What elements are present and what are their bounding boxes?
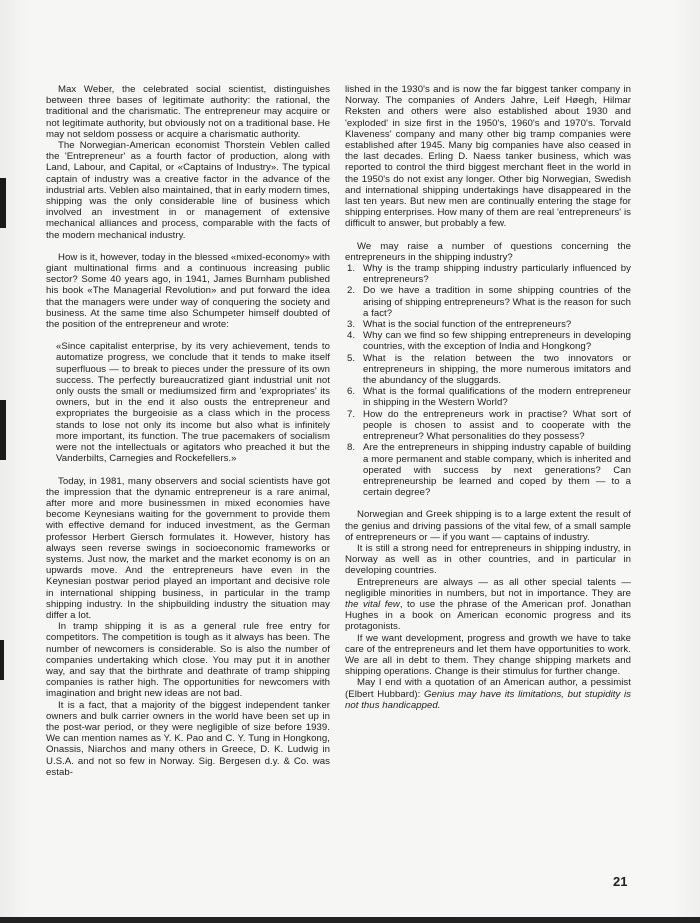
block-quote bbox=[56, 341, 330, 464]
list-item bbox=[345, 285, 631, 319]
paragraph bbox=[345, 577, 631, 633]
page-number: 21 bbox=[613, 874, 628, 889]
paragraph: Norwegian and Greek shipping is to a large extent the result of the genius and driving passions of the vital few, of a small sample of entrepreneurs or — if you want — captains of industry. bbox=[345, 509, 631, 543]
list-number: 2. bbox=[347, 285, 356, 297]
list-text: What is the formal qualifications of the modern entrepreneur in shipping in the Western World? bbox=[363, 386, 631, 409]
paragraph-text: May I end with a quotation of an American author, a pessimist (Elbert Hubbard): bbox=[345, 677, 631, 700]
closing-quotation: Genius may have its limitations, but stupidity is not thus handicapped. bbox=[345, 688, 631, 711]
scan-bottom-edge bbox=[0, 917, 700, 923]
list-text: What is the social function of the entrepreneurs? bbox=[363, 319, 572, 331]
list-text: What is the relation between the two innovators or entrepreneurs in shipping, the more numerous imitators and the abundancy of the sluggards. bbox=[363, 352, 631, 387]
paragraph: It is a fact, that a majority of the biggest independent tanker owners and bulk carrier owners in the world have been set up in the post-war period, or they were negligible of size before 1939. We can mention names as Y. K. Pao and C. Y. Tung in Hongkong, Onassis, Niarchos and many others in Greece, D. K. Ludwig in U.S.A. and not so few in Norway. Sig. Bergesen d.y. & Co. was estab- bbox=[46, 699, 330, 778]
list-text: Do we have a tradition in some shipping countries of the arising of shipping entrepreneurs? What is the reason for such a fact? bbox=[363, 285, 631, 319]
paragraph: In tramp shipping it is as a general rule free entry for competitors. The competition is tough as it always has been. The number of newcomers is considerable. So is also the number of companies undertaking which close. You may put it in another way, and say that the birthrate and deathrate of tramp shipping companies is rather high. The opportunities for newcomers with imagination and bright new ideas are not bad. bbox=[46, 621, 330, 700]
scan-edge-mark bbox=[0, 640, 4, 680]
list-number: 4. bbox=[347, 330, 356, 342]
list-number: 1. bbox=[347, 263, 356, 275]
list-item bbox=[345, 353, 631, 387]
scan-edge-mark bbox=[0, 178, 6, 228]
list-item bbox=[345, 330, 631, 352]
list-number: 6. bbox=[347, 386, 356, 398]
quote-text: «Since capitalist enterprise, by its very achievement, tends to automatize progress, we conclude that it tends to make itself superfluous — to break to pieces under the pressure of its own success. The perfectly bureaucratized giant industrial unit not only ousts the small or mediumsized firm and 'expropriates' its owners, but in the end it also ousts the entrepreneur and expropriates the burgeoisie as a class which in the process stands to lose not only its income but also what is infinitely more important, its function. The true pacemakers of socialism were not the intellectuals or agitators who preached it but the Vanderbilts, Carnegies and Rockefellers.» bbox=[56, 341, 330, 465]
paragraph: Max Weber, the celebrated social scientist, distinguishes between three bases of legitimate authority: the rational, the traditional and the charismatic. The entrepreneur may acquire or not legitimate authority, but obviously not on a traditional base. He may not seldom possess or acquire a charismatic authority. bbox=[46, 84, 330, 140]
paragraph: Today, in 1981, many observers and social scientists have got the impression that the dynamic entrepreneur is a rare animal, after more and more businessmen in mixed economies have become Keynesians waiting for the government to provide them with effective demand for induced investment, as the German professor Herbert Giersch formulates it. However, history has always seen reverse swings in socioeconomic frameworks or systems. Just now, the market and the market economy is on an upwards move. And the entrepreneurs have even in the Keynesian postwar period played an important and decisive role in international shipping business, in particular in the tramp shipping industry. In the shipbuilding industry the situation may differ a lot. bbox=[46, 475, 330, 621]
question-list bbox=[345, 263, 631, 498]
list-number: 3. bbox=[347, 319, 356, 331]
left-column bbox=[46, 84, 330, 778]
list-number: 5. bbox=[347, 352, 356, 364]
paragraph: How is it, however, today in the blessed «mixed-economy» with giant multinational firms and a continuous increasing public sector? Some 40 years ago, in 1941, James Burnham published his book «The Managerial Revolution» and put forward the idea that the managers were under way of conquering the society and business. At the same time also Schumpeter himself doubted of the position of the entrepreneur and wrote: bbox=[46, 251, 330, 331]
list-text: How do the entrepreneurs work in practise? What sort of people is chosen to assist and to cooperate with the entrepreneur? What personalities do they possess? bbox=[363, 408, 631, 443]
paragraph-text: , to use the phrase of the American prof. Jonathan Hughes in a book on American economic progress and its protagonists. bbox=[345, 598, 632, 633]
list-item bbox=[345, 409, 631, 443]
list-number: 7. bbox=[347, 408, 356, 420]
paragraph: The Norwegian-American economist Thorstein Veblen called the 'Entrepreneur' as a fourth factor of production, along with Land, Labour, and Capital, or «Captains of Industry». The typical captain of industry was a creative factor in the advance of the industrial arts. Veblen also maintained, that in early modern times, shipping was the only considerable line of business which involved an investment in or management of extensive mechanical alliances and process, comparable with the facts of the modern mechanical industry. bbox=[46, 140, 330, 241]
list-text: Are the entrepreneurs in shipping industry capable of building a more permanent and stable company, which is inherited and operated with success by next generations? Can entrepreneurship be learned and coped by them — to a certain degree? bbox=[363, 442, 631, 499]
list-item bbox=[345, 263, 631, 285]
paragraph: If we want development, progress and growth we have to take care of the entrepreneurs and let them have opportunities to work. We are all in debt to them. They change shipping markets and shipping operations. Change is their stimulus for further change. bbox=[345, 632, 631, 678]
list-item bbox=[345, 386, 631, 408]
list-item bbox=[345, 442, 631, 498]
list-text: Why can we find so few shipping entrepreneurs in developing countries, with the exception of India and Hongkong? bbox=[363, 330, 631, 353]
paragraph: We may raise a number of questions concerning the entrepreneurs in the shipping industry? bbox=[345, 240, 631, 263]
paragraph: lished in the 1930's and is now the far biggest tanker company in Norway. The companies of Anders Jahre, Leif Høegh, Hilmar Reksten and others were also established about 1930 and 'exploded' in size first in the 1950's, 1960's and 1970's. Torvald Klaveness' company and many other big tramp companies were established after 1945. Many big companies have also ceased in the last decades. Erling D. Naess tanker business, which was reported to control the third biggest merchant fleet in the world in the 1950's do not exist any longer. Other big Norwegian, Swedish and international shipping undertakings have disappeared in the last ten years. But new men are continually entering the stage for shipping enterprises. How many of them are real 'entrepreneurs' is difficult to answer, but probably a few. bbox=[345, 84, 631, 230]
emphasis-text: the vital few bbox=[345, 598, 400, 610]
scan-edge-mark bbox=[0, 400, 6, 460]
right-column bbox=[345, 84, 631, 711]
paragraph: It is still a strong need for entrepreneurs in shipping industry, in Norway as well as in other countries, and in particular in developing countries. bbox=[345, 542, 631, 577]
list-text: Why is the tramp shipping industry particularly influenced by entrepreneurs? bbox=[363, 263, 631, 286]
list-number: 8. bbox=[347, 442, 356, 454]
paragraph bbox=[345, 677, 631, 711]
list-item bbox=[345, 319, 631, 330]
paragraph-text: Entrepreneurs are always — as all other special talents — negligible minorities in numbers, but not in importance. They are bbox=[345, 576, 631, 599]
